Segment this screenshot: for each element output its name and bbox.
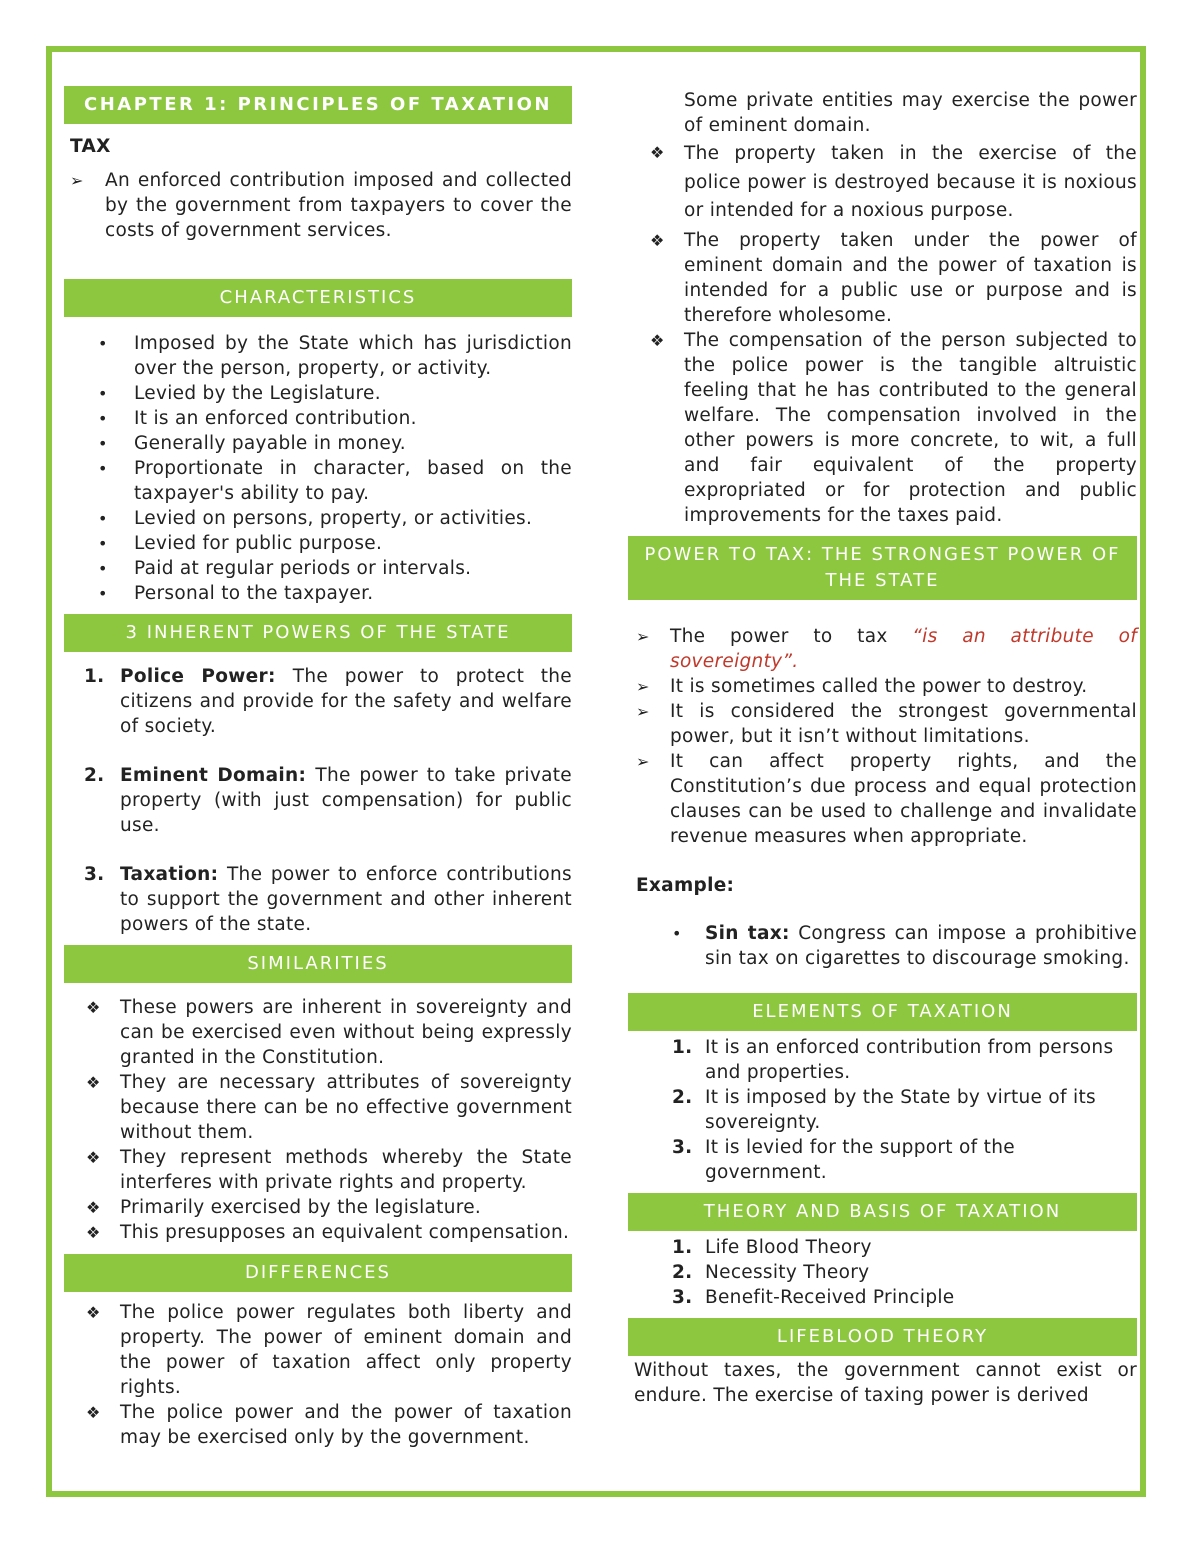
list-item: ❖ The compensation of the person subjected to the police power is the tangible altruistic feeling that he has contributed to the general welfare. The compensation involved in the other powers is more concrete, to wit, a full and fair equivalent of the property expropriated or for protection and public improvements for the taxes paid. bbox=[650, 329, 1137, 526]
list-item: • Personal to the taxpayer. bbox=[98, 583, 374, 604]
bullet-icon: • bbox=[98, 409, 108, 428]
right-column bbox=[628, 88, 1137, 1408]
list-item: ❖ The property taken under the power of eminent domain and the power of taxation is intended for a public use or purpose and is therefore wholesome. bbox=[650, 229, 1137, 326]
list-item: 2. Necessity Theory bbox=[672, 1261, 870, 1283]
list-item: ➢ The power to tax “is an attribute of sovereignty”. bbox=[636, 625, 1138, 672]
list-item: 3. Taxation: The power to enforce contributions to support the government and other inherent powers of the state. bbox=[84, 864, 572, 935]
elements-header: ELEMENTS OF TAXATION bbox=[628, 993, 1137, 1031]
example-item: • Sin tax: Congress can impose a prohibitive sin tax on cigarettes to discourage smoking. bbox=[672, 922, 1138, 969]
list-item: • Levied on persons, property, or activities. bbox=[98, 508, 533, 529]
list-item: ❖ They are necessary attributes of sovereignty because there can be no effective government without them. bbox=[86, 1072, 572, 1143]
differences-continued: Some private entities may exercise the power of eminent domain. bbox=[684, 90, 1137, 136]
arrow-bullet-icon: ➢ bbox=[636, 751, 650, 771]
bullet-icon: • bbox=[98, 334, 108, 353]
list-item: ❖ They represent methods whereby the State interferes with private rights and property. bbox=[86, 1147, 572, 1193]
power-to-tax-header: POWER TO TAX: THE STRONGEST POWER OF THE STATE bbox=[628, 536, 1137, 600]
list-item: 1. Life Blood Theory bbox=[672, 1236, 872, 1258]
list-item: • Paid at regular periods or intervals. bbox=[98, 558, 472, 579]
bullet-icon: • bbox=[98, 434, 108, 453]
list-item: 2. Eminent Domain: The power to take private property (with just compensation) for public use. bbox=[84, 765, 572, 836]
arrow-bullet-icon: ➢ bbox=[636, 701, 650, 721]
list-item: • Imposed by the State which has jurisdiction over the person, property, or activity. bbox=[98, 333, 572, 379]
bullet-icon: • bbox=[98, 509, 108, 528]
list-item: ❖ The property taken in the exercise of the police power is destroyed because it is noxious or intended for a noxious purpose. bbox=[628, 140, 1137, 226]
inherent-powers-header: 3 INHERENT POWERS OF THE STATE bbox=[64, 614, 572, 652]
list-item: • Proportionate in character, based on the taxpayer's ability to pay. bbox=[98, 458, 572, 504]
differences-list-continued bbox=[628, 140, 1137, 528]
tax-definition: An enforced contribution imposed and collected by the government from taxpayers to cover the costs of government services. bbox=[105, 170, 572, 241]
theory-list bbox=[628, 1235, 1137, 1310]
similarities-list bbox=[64, 995, 572, 1245]
list-item: 3. It is levied for the support of the government. bbox=[672, 1136, 1015, 1183]
list-item: 1. It is an enforced contribution from persons and properties. bbox=[672, 1036, 1114, 1083]
diamond-bullet-icon: ❖ bbox=[86, 1198, 101, 1217]
list-item: 1. Police Power: The power to protect the citizens and provide for the safety and welfare of society. bbox=[84, 666, 572, 737]
lifeblood-header: LIFEBLOOD THEORY bbox=[628, 1318, 1137, 1356]
list-item: ❖ These powers are inherent in sovereignty and can be exercised even without being expressly granted in the Constitution. bbox=[86, 997, 572, 1068]
list-item: ❖ The police power regulates both liberty and property. The power of eminent domain and the power of taxation affect only property rights. bbox=[86, 1302, 572, 1398]
bullet-icon: • bbox=[98, 384, 108, 403]
tax-heading: TAX bbox=[70, 136, 111, 157]
diamond-bullet-icon: ❖ bbox=[86, 1073, 101, 1092]
diamond-bullet-icon: ❖ bbox=[650, 143, 665, 162]
characteristics-list bbox=[64, 331, 572, 606]
diamond-bullet-icon: ❖ bbox=[86, 1403, 101, 1422]
bullet-icon: • bbox=[98, 584, 108, 603]
list-item: ➢ It can affect property rights, and the Constitution’s due process and equal protection clauses can be used to challenge and invalidate revenue measures when appropriate. bbox=[636, 750, 1137, 847]
lifeblood-text: Without taxes, the government cannot exist or endure. The exercise of taxing power is derived bbox=[634, 1359, 1137, 1406]
list-item: • Levied for public purpose. bbox=[98, 533, 383, 554]
inherent-powers-list bbox=[64, 664, 572, 937]
diamond-bullet-icon: ❖ bbox=[86, 1303, 101, 1322]
example-label: Example: bbox=[636, 874, 735, 896]
bullet-icon: • bbox=[672, 923, 682, 943]
bullet-icon: • bbox=[98, 459, 108, 478]
arrow-bullet-icon: ➢ bbox=[70, 171, 84, 190]
arrow-bullet-icon: ➢ bbox=[636, 626, 650, 646]
bullet-icon: • bbox=[98, 559, 108, 578]
diamond-bullet-icon: ❖ bbox=[650, 330, 665, 350]
list-item: • It is an enforced contribution. bbox=[98, 408, 417, 429]
chapter-title: CHAPTER 1: PRINCIPLES OF TAXATION bbox=[64, 86, 572, 124]
list-item: ❖ Primarily exercised by the legislature. bbox=[86, 1197, 482, 1218]
list-item: 2. It is imposed by the State by virtue of its sovereignty. bbox=[672, 1086, 1096, 1133]
list-item: • Generally payable in money. bbox=[98, 433, 406, 454]
list-item: • Levied by the Legislature. bbox=[98, 383, 381, 404]
list-item: ❖ This presupposes an equivalent compensation. bbox=[86, 1222, 570, 1243]
arrow-bullet-icon: ➢ bbox=[636, 676, 650, 696]
diamond-bullet-icon: ❖ bbox=[86, 998, 101, 1017]
theory-header: THEORY AND BASIS OF TAXATION bbox=[628, 1193, 1137, 1231]
similarities-header: SIMILARITIES bbox=[64, 945, 572, 983]
diamond-bullet-icon: ❖ bbox=[86, 1223, 101, 1242]
tax-definition-item bbox=[64, 168, 572, 243]
left-column bbox=[64, 86, 572, 1450]
differences-header: DIFFERENCES bbox=[64, 1254, 572, 1292]
list-item: ➢ It is considered the strongest governmental power, but it isn’t without limitations. bbox=[636, 700, 1137, 747]
characteristics-header: CHARACTERISTICS bbox=[64, 279, 572, 317]
list-item: ➢ It is sometimes called the power to destroy. bbox=[636, 675, 1088, 697]
differences-list bbox=[64, 1300, 572, 1450]
sovereignty-quote: “is an attribute of sovereignty”. bbox=[670, 625, 1138, 672]
elements-list bbox=[628, 1035, 1137, 1185]
power-to-tax-list bbox=[628, 624, 1137, 849]
diamond-bullet-icon: ❖ bbox=[650, 230, 665, 250]
list-item: ❖ The police power and the power of taxation may be exercised only by the government. bbox=[86, 1402, 572, 1448]
diamond-bullet-icon: ❖ bbox=[86, 1148, 101, 1167]
bullet-icon: • bbox=[98, 534, 108, 553]
list-item: 3. Benefit-Received Principle bbox=[672, 1286, 955, 1308]
